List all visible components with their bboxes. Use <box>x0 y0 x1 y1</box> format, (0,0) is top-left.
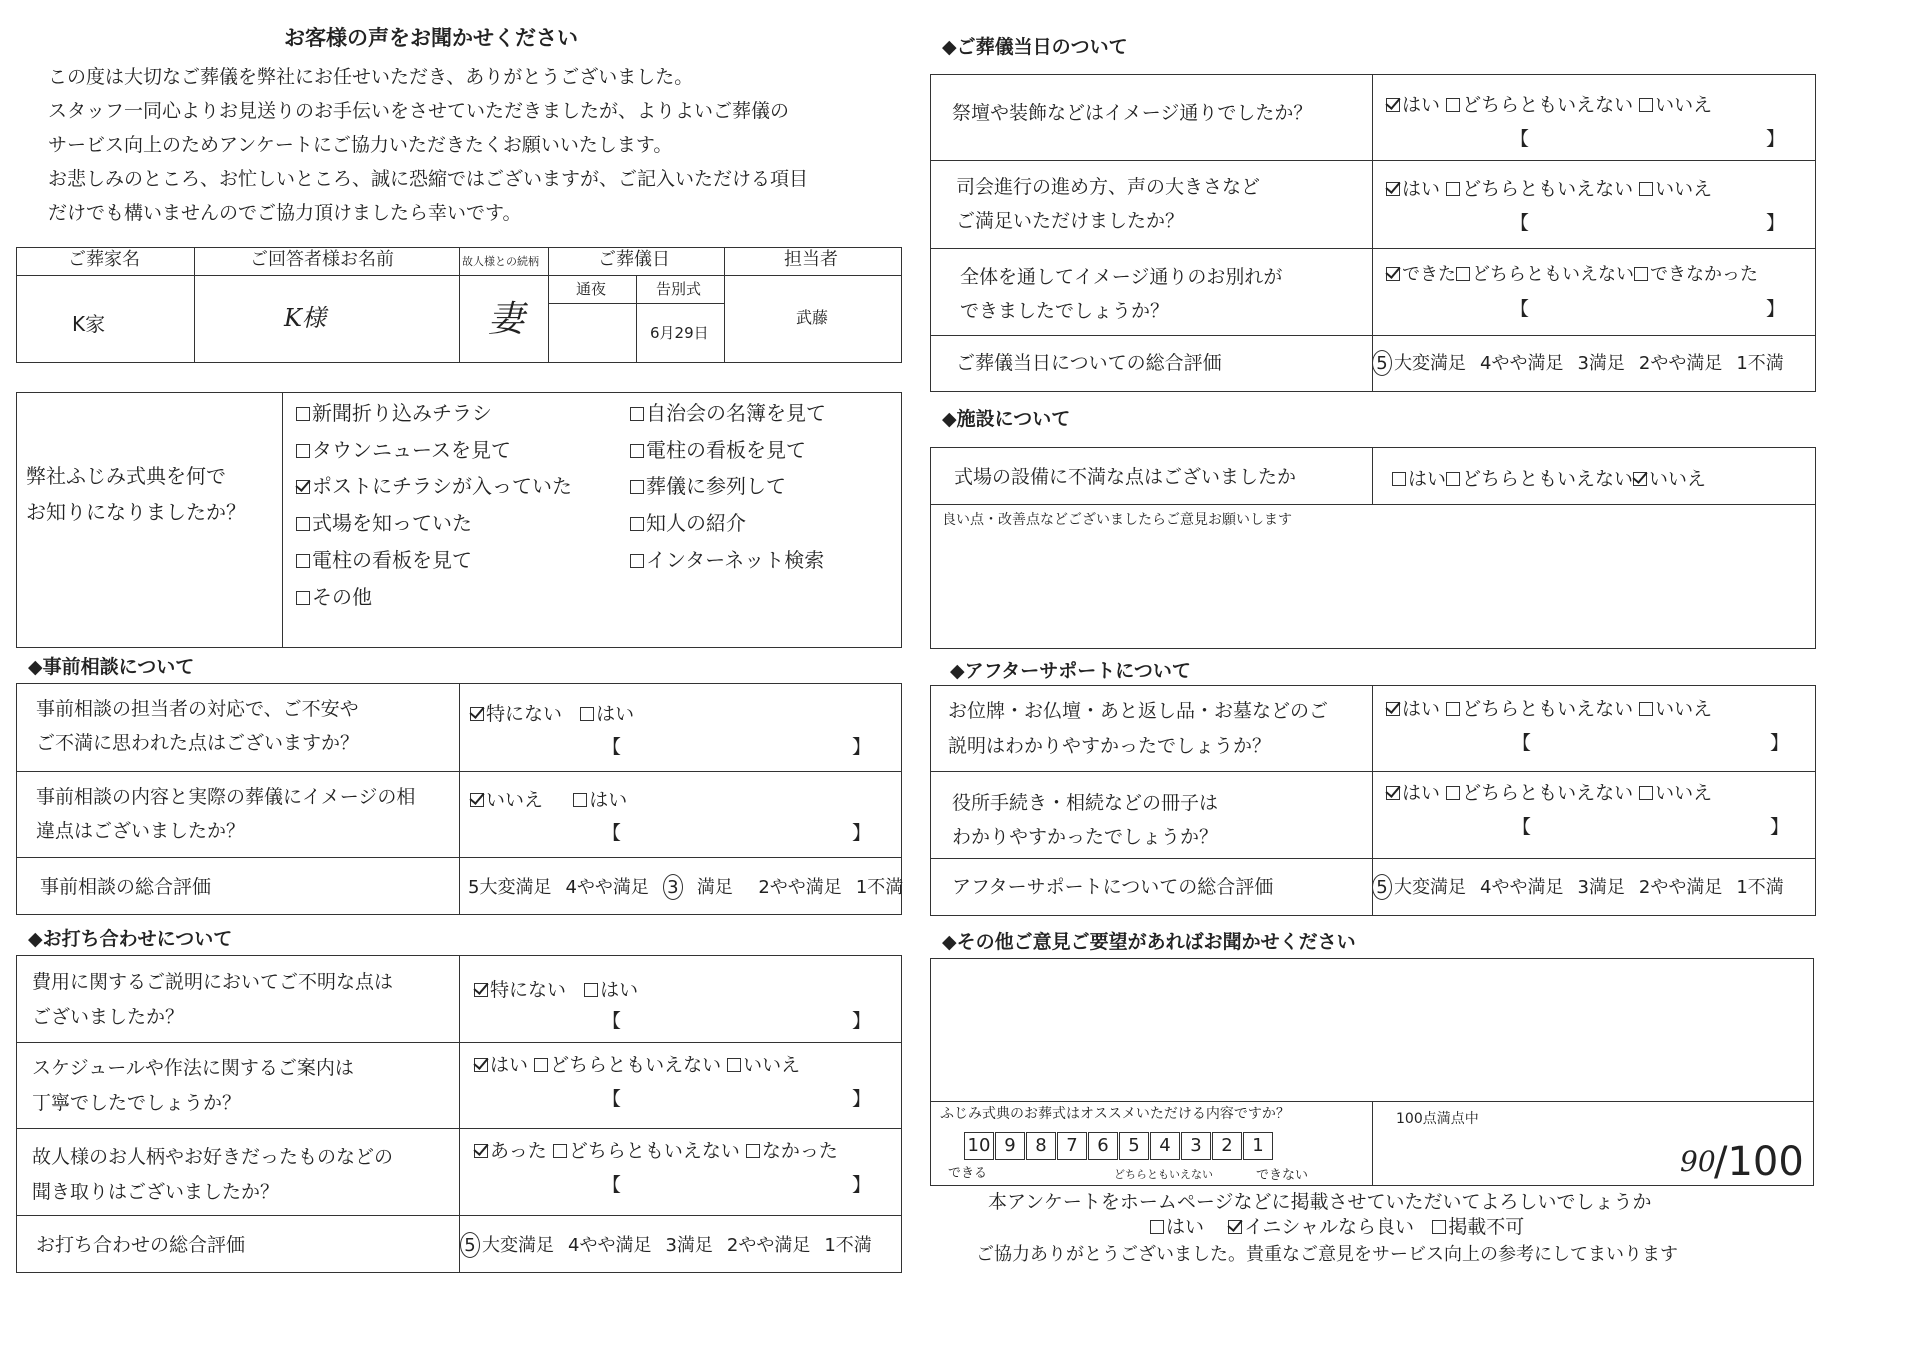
day-q3-bracket-open: 【 <box>1510 298 1530 320</box>
pre-q2-line2: 違点はございましたか？ <box>36 820 246 842</box>
after-q2-bracket-close: 】 <box>1770 816 1790 838</box>
meet-q2-bracket-open: 【 <box>602 1088 622 1110</box>
col-relation: 故人様との続柄 <box>462 255 539 268</box>
meet-q2-options[interactable]: はい どちらともいえない いいえ <box>474 1056 800 1075</box>
after-q2-line1: 役所手続き・相続などの冊子は <box>952 792 1219 814</box>
day-q2-line2: ご満足いただけましたか？ <box>956 210 1185 232</box>
day-q1-options[interactable]: はい どちらともいえない いいえ <box>1386 96 1712 115</box>
meet-q1-options[interactable]: 特にない はい <box>474 981 638 1000</box>
recommend-9[interactable]: 9 <box>995 1132 1025 1160</box>
source-right-1[interactable]: 自治会の名簿を見て <box>630 403 826 423</box>
intro-line-4: お悲しみのところ、お忙しいところ、誠に恐縮ではございますが、ご記入いただける項目 <box>48 168 809 190</box>
intro-line-3: サービス向上のためアンケートにご協力いただきたくお願いいたします。 <box>48 134 673 156</box>
recommend-1[interactable]: 1 <box>1243 1132 1273 1160</box>
score-max: /100 <box>1714 1139 1804 1185</box>
intro-line-1: この度は大切なご葬儀を弊社にお任せいただき、ありがとうございました。 <box>48 66 694 88</box>
thanks-text: ご協力ありがとうございました。貴重なご意見をサービス向上の参考にしてまいります <box>976 1244 1678 1265</box>
day-q4-scale[interactable]: 5 大変満足 4やや満足 3満足 2やや満足 1不満 <box>1372 350 1798 376</box>
recommend-7[interactable]: 7 <box>1057 1132 1087 1160</box>
recommend-question: ふじみ式典のお葬式はオススメいただける内容ですか？ <box>940 1106 1290 1122</box>
meet-q4: お打ち合わせの総合評価 <box>36 1234 246 1256</box>
family-value: K家 <box>72 312 106 336</box>
publish-options[interactable]: はい イニシャルなら良い 掲載不可 <box>1150 1218 1524 1237</box>
pre-q3-scale[interactable]: 5大変満足 4やや満足 3 満足 2やや満足 1不満 <box>468 874 917 900</box>
meet-q3-bracket-close: 】 <box>852 1174 872 1196</box>
recommend-4[interactable]: 4 <box>1150 1132 1180 1160</box>
pre-q3: 事前相談の総合評価 <box>40 876 212 898</box>
meet-q2-bracket-close: 】 <box>852 1088 872 1110</box>
day-q2-bracket-open: 【 <box>1510 212 1530 234</box>
day-q1: 祭壇や装飾などはイメージ通りでしたか？ <box>952 102 1313 124</box>
pre-consult-heading: ◆事前相談について <box>28 656 195 678</box>
pre-q1-bracket-close: 】 <box>852 736 872 758</box>
respondent-value: K様 <box>284 304 326 332</box>
after-q2-options[interactable]: はい どちらともいえない いいえ <box>1386 784 1712 803</box>
recommend-5[interactable]: 5 <box>1119 1132 1149 1160</box>
intro-line-2: スタッフ一同心よりお見送りのお手伝いをさせていただきましたが、よりよいご葬儀の <box>48 100 790 122</box>
meet-q3-options[interactable]: あった どちらともいえない なかった <box>474 1142 838 1161</box>
meet-q1-line1: 費用に関するご説明においてご不明な点は <box>32 971 394 993</box>
source-left-2[interactable]: タウンニュースを見て <box>296 440 511 460</box>
facility-q1-options[interactable]: はい どちらともいえない いいえ <box>1392 470 1706 489</box>
facility-comment-area[interactable] <box>942 534 1802 640</box>
score-label: 100点満点中 <box>1396 1111 1479 1127</box>
source-left-5[interactable]: 電柱の看板を見て <box>296 550 472 570</box>
day-q3-line1: 全体を通してイメージ通りのお別れが <box>960 266 1283 288</box>
facility-q1: 式場の設備に不満な点はございましたか <box>954 466 1297 488</box>
pre-q2-bracket-close: 】 <box>852 822 872 844</box>
meet-q1-bracket-close: 】 <box>852 1010 872 1032</box>
source-question-2: お知りになりましたか？ <box>26 500 246 524</box>
meet-q3-line2: 聞き取りはございましたか？ <box>32 1181 280 1203</box>
facility-comment-label: 良い点・改善点などございましたらご意見お願いします <box>942 512 1292 528</box>
source-right-4[interactable]: 知人の紹介 <box>630 513 746 533</box>
day-q3-options[interactable]: できた どちらともいえない できなかった <box>1386 266 1758 284</box>
pre-q2-bracket-open: 【 <box>602 822 622 844</box>
after-q1-bracket-close: 】 <box>1770 732 1790 754</box>
recommend-label-left: できる <box>948 1166 988 1181</box>
source-left-1[interactable]: 新聞折り込みチラシ <box>296 403 492 423</box>
after-q2-line2: わかりやすかったでしょうか？ <box>952 826 1219 848</box>
pre-q1-bracket-open: 【 <box>602 736 622 758</box>
source-right-3[interactable]: 葬儀に参列して <box>630 476 786 496</box>
meet-q1-line2: ございましたか？ <box>32 1006 185 1028</box>
source-left-4[interactable]: 式場を知っていた <box>296 513 472 533</box>
relation-value: 妻 <box>488 299 525 340</box>
source-right-2[interactable]: 電柱の看板を見て <box>630 440 806 460</box>
col-wake: 通夜 <box>576 280 607 298</box>
meet-q1-bracket-open: 【 <box>602 1010 622 1032</box>
col-staff: 担当者 <box>784 249 838 270</box>
meet-q3-bracket-open: 【 <box>602 1174 622 1196</box>
funeral-day-heading: ◆ご葬儀当日のついて <box>942 36 1128 58</box>
meet-q2-line2: 丁寧でしたでしょうか？ <box>32 1092 242 1114</box>
source-right-5[interactable]: インターネット検索 <box>630 550 824 570</box>
after-q3: アフターサポートについての総合評価 <box>952 876 1274 898</box>
source-left-6[interactable]: その他 <box>296 587 372 607</box>
day-q3-bracket-close: 】 <box>1766 298 1786 320</box>
after-q1-bracket-open: 【 <box>1512 732 1532 754</box>
meet-q4-scale[interactable]: 5 大変満足 4やや満足 3満足 2やや満足 1不満 <box>460 1232 886 1258</box>
page-title: お客様の声をお聞かせください <box>284 26 578 50</box>
day-q1-bracket-open: 【 <box>1510 128 1530 150</box>
recommend-2[interactable]: 2 <box>1212 1132 1242 1160</box>
meet-q3-line1: 故人様のお人柄やお好きだったものなどの <box>32 1146 394 1168</box>
col-respondent: ご回答者様お名前 <box>250 249 394 270</box>
publish-question: 本アンケートをホームページなどに掲載させていただいてよろしいでしょうか <box>988 1191 1652 1213</box>
funeral-date-value: 6月29日 <box>650 324 709 342</box>
day-q2-line1: 司会進行の進め方、声の大きさなど <box>956 176 1261 198</box>
meeting-heading: ◆お打ち合わせについて <box>28 928 233 950</box>
recommend-10[interactable]: 10 <box>964 1132 994 1160</box>
after-q1-line2: 説明はわかりやすかったでしょうか？ <box>948 735 1272 757</box>
col-funeral: 告別式 <box>656 280 702 298</box>
recommend-label-mid: どちらともいえない <box>1114 1168 1213 1181</box>
meet-q2-line1: スケジュールや作法に関するご案内は <box>32 1057 354 1079</box>
intro-line-5: だけでも構いませんのでご協力頂けましたら幸いです。 <box>48 202 522 224</box>
day-q1-bracket-close: 】 <box>1766 128 1786 150</box>
other-comment-area[interactable] <box>942 966 1802 1096</box>
day-q2-options[interactable]: はい どちらともいえない いいえ <box>1386 180 1712 199</box>
pre-q1-line2: ご不満に思われた点はございますか？ <box>36 732 360 754</box>
after-heading: ◆アフターサポートについて <box>950 660 1191 682</box>
pre-q2-line1: 事前相談の内容と実際の葬儀にイメージの相 <box>36 786 416 808</box>
source-left-3[interactable]: ポストにチラシが入っていた <box>296 476 572 496</box>
recommend-label-right: できない <box>1256 1168 1309 1183</box>
score-value[interactable]: 90 <box>1680 1145 1716 1178</box>
source-question-1: 弊社ふじみ式典を何で <box>26 464 226 488</box>
after-q1-line1: お位牌・お仏壇・あと返し品・お墓などのご <box>948 700 1329 722</box>
after-q3-scale[interactable]: 5 大変満足 4やや満足 3満足 2やや満足 1不満 <box>1372 874 1798 900</box>
staff-value: 武藤 <box>796 308 829 327</box>
after-q1-options[interactable]: はい どちらともいえない いいえ <box>1386 700 1712 719</box>
other-heading: ◆その他ご意見ご要望があればお聞かせください <box>942 931 1356 953</box>
facility-heading: ◆施設について <box>942 408 1071 430</box>
recommend-8[interactable]: 8 <box>1026 1132 1056 1160</box>
after-q2-bracket-open: 【 <box>1512 816 1532 838</box>
day-q2-bracket-close: 】 <box>1766 212 1786 234</box>
col-date: ご葬儀日 <box>598 249 670 270</box>
col-family: ご葬家名 <box>68 249 140 270</box>
recommend-6[interactable]: 6 <box>1088 1132 1118 1160</box>
pre-q1-line1: 事前相談の担当者の対応で、ご不安や <box>36 698 359 720</box>
recommend-3[interactable]: 3 <box>1181 1132 1211 1160</box>
day-q4: ご葬儀当日についての総合評価 <box>956 352 1222 374</box>
pre-q2-options[interactable]: いいえ はい <box>470 791 627 810</box>
day-q3-line2: できましたでしょうか？ <box>960 300 1170 322</box>
pre-q1-options[interactable]: 特にない はい <box>470 705 634 724</box>
